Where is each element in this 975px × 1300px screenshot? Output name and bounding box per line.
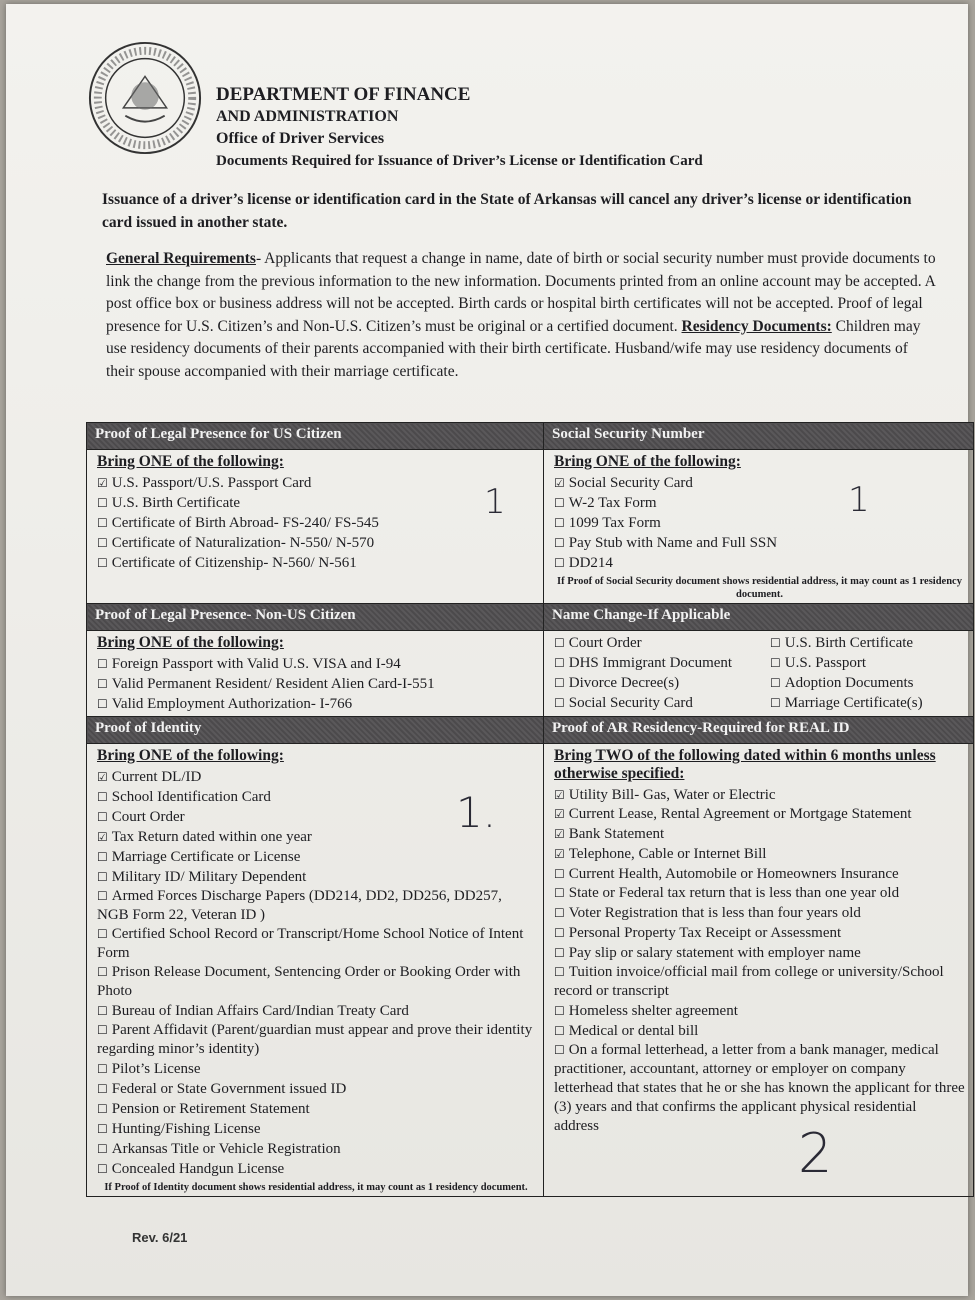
list-item [97, 654, 535, 674]
checkbox-icon: ☐ [554, 696, 565, 710]
checkbox-icon: ☐ [97, 1162, 108, 1176]
checkbox-icon: ☐ [554, 867, 565, 881]
checkbox-icon: ☐ [554, 636, 565, 650]
list-item-label: Court Order [568, 635, 642, 651]
section-header-us-citizen: Proof of Legal Presence for US Citizen [87, 423, 544, 450]
list-item [770, 633, 965, 653]
checkbox-icon: ☐ [97, 1004, 108, 1018]
checkbox-icon: ☐ [554, 656, 565, 670]
checkbox-icon: ☐ [97, 516, 108, 530]
list-item [97, 1119, 535, 1139]
list-item-label: 1099 Tax Form [568, 515, 661, 531]
list-item-label: Current DL/ID [111, 769, 202, 785]
list-item [554, 473, 965, 493]
checkbox-icon: ☐ [554, 496, 565, 510]
list-item [97, 473, 535, 493]
list-item-label: Marriage Certificate(s) [784, 695, 923, 711]
list-item [97, 513, 535, 533]
handwritten-count-residency: 2 [798, 1122, 833, 1185]
ssn-list [554, 473, 965, 573]
checkbox-icon: ☐ [770, 696, 781, 710]
checkbox-icon: ☐ [97, 870, 108, 884]
non-us-section [87, 631, 544, 717]
checkbox-icon: ☐ [97, 965, 108, 979]
list-item-label: Adoption Documents [784, 675, 914, 691]
list-item [554, 513, 965, 533]
list-item [97, 887, 535, 925]
list-item-label: Social Security Card [568, 475, 693, 491]
list-item [554, 943, 965, 963]
list-item-label: Marriage Certificate or License [111, 849, 301, 865]
list-item-label: Federal or State Government issued ID [111, 1081, 347, 1097]
list-item-label: Foreign Passport with Valid U.S. VISA and I-94 [111, 656, 401, 672]
list-item [97, 533, 535, 553]
checkbox-icon: ☐ [97, 1122, 108, 1136]
list-item [554, 693, 766, 713]
department-title: DEPARTMENT OF FINANCE [216, 84, 471, 105]
handwritten-count-ssn: 1 [848, 480, 870, 520]
list-item [770, 673, 965, 693]
checkbox-icon: ☐ [554, 536, 565, 550]
checkbox-icon: ☐ [97, 657, 108, 671]
ssn-section [544, 450, 974, 604]
list-item-label: DD214 [568, 555, 613, 571]
list-item [97, 963, 535, 1001]
checkbox-icon: ☐ [97, 889, 108, 903]
list-item-label: Parent Affidavit (Parent/guardian must appear and prove their identity regarding minor’s identity) [97, 1022, 533, 1057]
list-item-label: Certificate of Citizenship- N-560/ N-561 [111, 555, 357, 571]
section-header-ssn: Social Security Number [544, 423, 974, 450]
list-item [97, 1059, 535, 1079]
checkbox-icon: ☐ [770, 656, 781, 670]
list-item-label: Hunting/Fishing License [111, 1121, 261, 1137]
ssn-residency-note: If Proof of Social Security document shows residential address, it may count as 1 residency document. [557, 576, 962, 600]
document-header [216, 84, 703, 172]
list-item-label: Arkansas Title or Vehicle Registration [111, 1141, 341, 1157]
list-item [97, 553, 535, 573]
checkbox-icon: ☐ [554, 946, 565, 960]
office-name: Office of Driver Services [216, 130, 385, 147]
list-item-label: Utility Bill- Gas, Water or Electric [568, 787, 776, 803]
identity-residency-note: If Proof of Identity document shows residential address, it may count as 1 residency document. [104, 1182, 528, 1193]
checkbox-icon: ☐ [97, 496, 108, 510]
residency-list [554, 785, 965, 1136]
residency-section [544, 744, 974, 1197]
us-citizen-list [97, 473, 535, 573]
list-item [97, 1079, 535, 1099]
list-item-label: W-2 Tax Form [568, 495, 657, 511]
list-item-label: Pay Stub with Name and Full SSN [568, 535, 778, 551]
name-change-list-left [554, 633, 766, 713]
list-item [554, 884, 965, 903]
checkbox-icon: ☐ [97, 1102, 108, 1116]
list-item-label: Prison Release Document, Sentencing Order or Booking Order with Photo [97, 964, 521, 999]
list-item [554, 1001, 965, 1021]
residency-documents-text: Children may use residency documents of their parents accompanied with their birth certificate. Husband/wife may use residency documents of their spouse accompanied with their marriage certificate. [106, 317, 921, 380]
handwritten-count-us-citizen: 1 [484, 482, 506, 522]
list-item [97, 767, 535, 787]
list-item [554, 533, 965, 553]
checked-box-icon: ☑ [554, 827, 565, 841]
list-item-label: Pay slip or salary statement with employer name [568, 945, 861, 961]
list-item [554, 923, 965, 943]
list-item-label: Personal Property Tax Receipt or Assessment [568, 925, 842, 941]
bring-instruction: Bring ONE of the following: [97, 747, 284, 764]
non-us-list [97, 654, 535, 714]
list-item [554, 805, 965, 824]
section-header-non-us: Proof of Legal Presence- Non-US Citizen [87, 604, 544, 631]
checkbox-icon: ☐ [97, 1062, 108, 1076]
general-requirements-text: - Applicants that request a change in name, date of birth or social security number must provide documents to link the change from the previous information to the new information. Documents printed from an online account may be accepted. A post office box or business address will not be accepted. Birth cards or hospital birth certificates will not be accepted. Proof of legal presence for U.S. Citizen’s and Non-U.S. Citizen’s must be original or a certified document. [106, 250, 936, 335]
list-item [554, 673, 766, 693]
list-item [97, 867, 535, 887]
list-item-label: Tax Return dated within one year [111, 829, 312, 845]
checkbox-icon: ☐ [770, 636, 781, 650]
checkbox-icon: ☐ [97, 1142, 108, 1156]
checkbox-icon: ☐ [97, 850, 108, 864]
list-item [554, 864, 965, 884]
checkbox-icon: ☐ [97, 927, 108, 941]
list-item [97, 1139, 535, 1159]
checkbox-icon: ☐ [97, 1082, 108, 1096]
list-item-label: Voter Registration that is less than four years old [568, 905, 861, 921]
list-item-label: Current Health, Automobile or Homeowners Insurance [568, 866, 899, 882]
list-item [97, 694, 535, 714]
checked-box-icon: ☑ [554, 807, 565, 821]
checked-box-icon: ☑ [97, 476, 108, 490]
checkbox-icon: ☐ [97, 1023, 108, 1037]
checkbox-icon: ☐ [554, 1043, 565, 1057]
checkbox-icon: ☐ [554, 516, 565, 530]
checkbox-icon: ☐ [554, 1004, 565, 1018]
list-item-label: Divorce Decree(s) [568, 675, 680, 691]
checkbox-icon: ☐ [554, 556, 565, 570]
list-item-label: Bureau of Indian Affairs Card/Indian Treaty Card [111, 1003, 409, 1019]
section-header-residency: Proof of AR Residency-Required for REAL ID [544, 717, 974, 744]
list-item-label: Homeless shelter agreement [568, 1003, 738, 1019]
checkbox-icon: ☐ [554, 965, 565, 979]
list-item-label: Court Order [111, 809, 185, 825]
list-item-label: Certificate of Naturalization- N-550/ N-570 [111, 535, 375, 551]
checkbox-icon: ☐ [554, 886, 565, 900]
list-item-label: Pension or Retirement Statement [111, 1101, 310, 1117]
list-item [97, 493, 535, 513]
us-citizen-section [87, 450, 544, 604]
checkbox-icon: ☐ [97, 556, 108, 570]
checkbox-icon: ☐ [97, 810, 108, 824]
list-item [554, 963, 965, 1001]
department-subtitle: AND ADMINISTRATION [216, 108, 399, 125]
list-item [554, 903, 965, 923]
list-item-label: Certificate of Birth Abroad- FS-240/ FS-545 [111, 515, 379, 531]
list-item [554, 824, 965, 844]
bring-instruction: Bring ONE of the following: [97, 634, 284, 651]
list-item-label: Concealed Handgun License [111, 1161, 285, 1177]
handwritten-count-identity: 1. [456, 788, 497, 837]
checked-box-icon: ☑ [554, 476, 565, 490]
checkbox-icon: ☐ [554, 1024, 565, 1038]
list-item-label: Valid Employment Authorization- I-766 [111, 696, 353, 712]
state-seal-icon [86, 39, 204, 157]
list-item [554, 633, 766, 653]
list-item-label: U.S. Birth Certificate [111, 495, 241, 511]
name-change-section [544, 631, 974, 717]
list-item [554, 844, 965, 864]
cancellation-notice: Issuance of a driver’s license or identification card in the State of Arkansas will cancel any driver’s license or identification card issued in another state. [102, 191, 912, 231]
general-requirements [106, 248, 936, 383]
list-item-label: Valid Permanent Resident/ Resident Alien Card-I-551 [111, 676, 435, 692]
list-item-label: On a formal letterhead, a letter from a bank manager, medical practitioner, accountant, attorney or employer on company letterhead that states that he or she has known the applicant for three (3) years and that confirms the applicant physical residential address [554, 1042, 965, 1134]
list-item [554, 1021, 965, 1041]
list-item-label: Tuition invoice/official mail from college or university/School record or transcript [554, 964, 944, 999]
list-item-label: Social Security Card [568, 695, 693, 711]
list-item-label: Bank Statement [568, 826, 665, 842]
checked-box-icon: ☑ [554, 788, 565, 802]
list-item-label: U.S. Passport [784, 655, 867, 671]
checkbox-icon: ☐ [97, 677, 108, 691]
section-header-name-change: Name Change-If Applicable [544, 604, 974, 631]
list-item-label: Certified School Record or Transcript/Home School Notice of Intent Form [97, 926, 524, 961]
list-item [97, 674, 535, 694]
name-change-list-right [770, 633, 965, 713]
checkbox-icon: ☐ [97, 790, 108, 804]
list-item-label: DHS Immigrant Document [568, 655, 733, 671]
checkbox-icon: ☐ [554, 676, 565, 690]
bring-instruction: Bring ONE of the following: [97, 453, 284, 470]
list-item [97, 847, 535, 867]
list-item-label: Telephone, Cable or Internet Bill [568, 846, 767, 862]
document-title: Documents Required for Issuance of Driver’s License or Identification Card [216, 153, 703, 169]
checkbox-icon: ☐ [770, 676, 781, 690]
checkbox-icon: ☐ [554, 926, 565, 940]
checked-box-icon: ☑ [97, 830, 108, 844]
general-requirements-label: General Requirements [106, 250, 256, 267]
revision-label: Rev. 6/21 [132, 1230, 188, 1245]
checked-box-icon: ☑ [97, 770, 108, 784]
list-item [554, 553, 965, 573]
checkbox-icon: ☐ [554, 906, 565, 920]
list-item-label: Pilot’s License [111, 1061, 201, 1077]
residency-documents-label: Residency Documents: [681, 317, 832, 335]
list-item-label: U.S. Birth Certificate [784, 635, 914, 651]
checkbox-icon: ☐ [97, 536, 108, 550]
list-item [554, 785, 965, 805]
checkbox-icon: ☐ [97, 697, 108, 711]
list-item [554, 493, 965, 513]
bring-instruction: Bring TWO of the following dated within 6 months unless otherwise specified: [554, 747, 936, 782]
list-item [97, 1159, 535, 1179]
list-item [554, 1041, 965, 1136]
list-item [97, 1099, 535, 1119]
list-item-label: State or Federal tax return that is less than one year old [568, 885, 900, 901]
list-item [770, 653, 965, 673]
list-item-label: Current Lease, Rental Agreement or Mortgage Statement [568, 806, 912, 822]
list-item-label: Armed Forces Discharge Papers (DD214, DD2, DD256, DD257, NGB Form 22, Veteran ID ) [97, 888, 502, 923]
list-item-label: U.S. Passport/U.S. Passport Card [111, 475, 312, 491]
list-item [97, 1001, 535, 1021]
checked-box-icon: ☑ [554, 847, 565, 861]
bring-instruction: Bring ONE of the following: [554, 453, 741, 470]
list-item [554, 653, 766, 673]
requirements-table [86, 422, 974, 1197]
list-item [97, 925, 535, 963]
list-item-label: Military ID/ Military Dependent [111, 869, 307, 885]
list-item [770, 693, 965, 713]
section-header-identity: Proof of Identity [87, 717, 544, 744]
document-page [6, 4, 968, 1296]
list-item-label: School Identification Card [111, 789, 271, 805]
list-item-label: Medical or dental bill [568, 1023, 699, 1039]
list-item [97, 1021, 535, 1059]
